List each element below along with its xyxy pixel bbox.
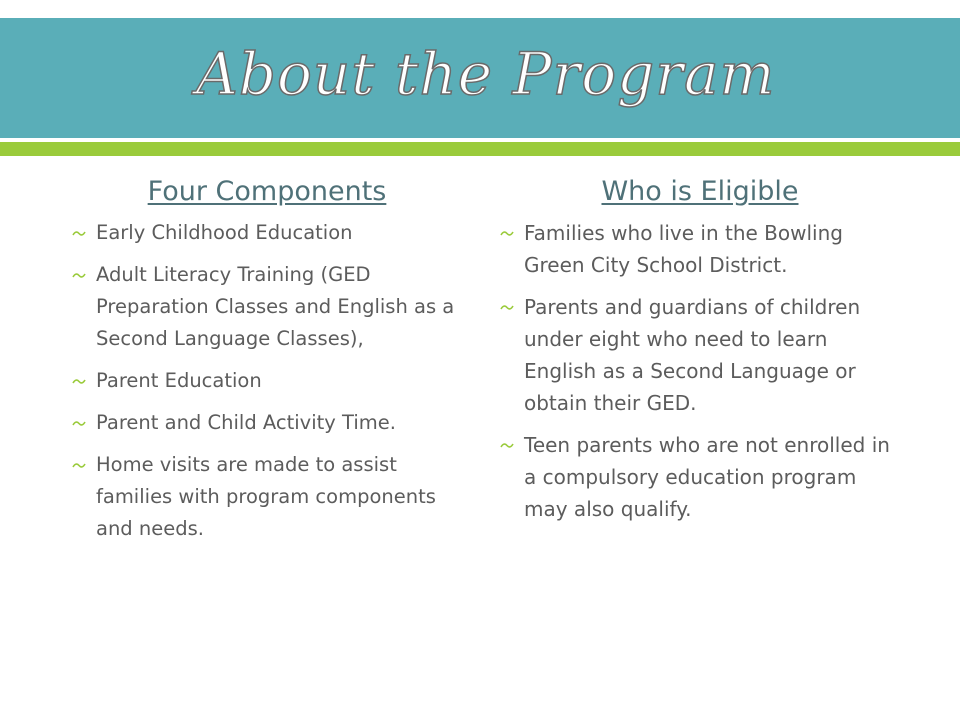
bullet-icon — [72, 230, 86, 237]
bullet-icon — [72, 272, 86, 279]
accent-divider — [0, 142, 960, 156]
bullet-icon — [72, 420, 86, 427]
bullet-icon — [72, 462, 86, 469]
title-bar — [0, 18, 960, 138]
list-item — [72, 259, 462, 355]
who-is-eligible-heading: Who is Eligible — [601, 176, 799, 207]
four-components-column — [72, 176, 462, 555]
list-item — [72, 365, 462, 397]
bullet-icon — [500, 442, 514, 449]
list-item — [500, 429, 900, 525]
list-item-text: Parent Education — [96, 369, 262, 392]
list-item-text: Teen parents who are not enrolled in a compulsory education program may also qualify. — [524, 433, 890, 521]
who-is-eligible-column — [500, 176, 900, 535]
list-item-text: Parents and guardians of children under eight who need to learn English as a Second Language or obtain their GED. — [524, 295, 861, 415]
list-item — [72, 217, 462, 249]
who-is-eligible-list — [500, 217, 900, 525]
slide-title: About the Program — [196, 40, 776, 108]
list-item — [72, 407, 462, 439]
list-item — [500, 217, 900, 281]
list-item — [72, 449, 462, 545]
list-item — [500, 291, 900, 419]
list-item-text: Families who live in the Bowling Green City School District. — [524, 221, 843, 277]
four-components-list — [72, 217, 462, 545]
list-item-text: Early Childhood Education — [96, 221, 353, 244]
bullet-icon — [500, 230, 514, 237]
list-item-text: Adult Literacy Training (GED Preparation Classes and English as a Second Language Classes), — [96, 263, 455, 350]
bullet-icon — [500, 304, 514, 311]
bullet-icon — [72, 378, 86, 385]
four-components-heading: Four Components — [147, 176, 387, 207]
list-item-text: Parent and Child Activity Time. — [96, 411, 396, 434]
list-item-text: Home visits are made to assist families with program components and needs. — [96, 453, 436, 540]
